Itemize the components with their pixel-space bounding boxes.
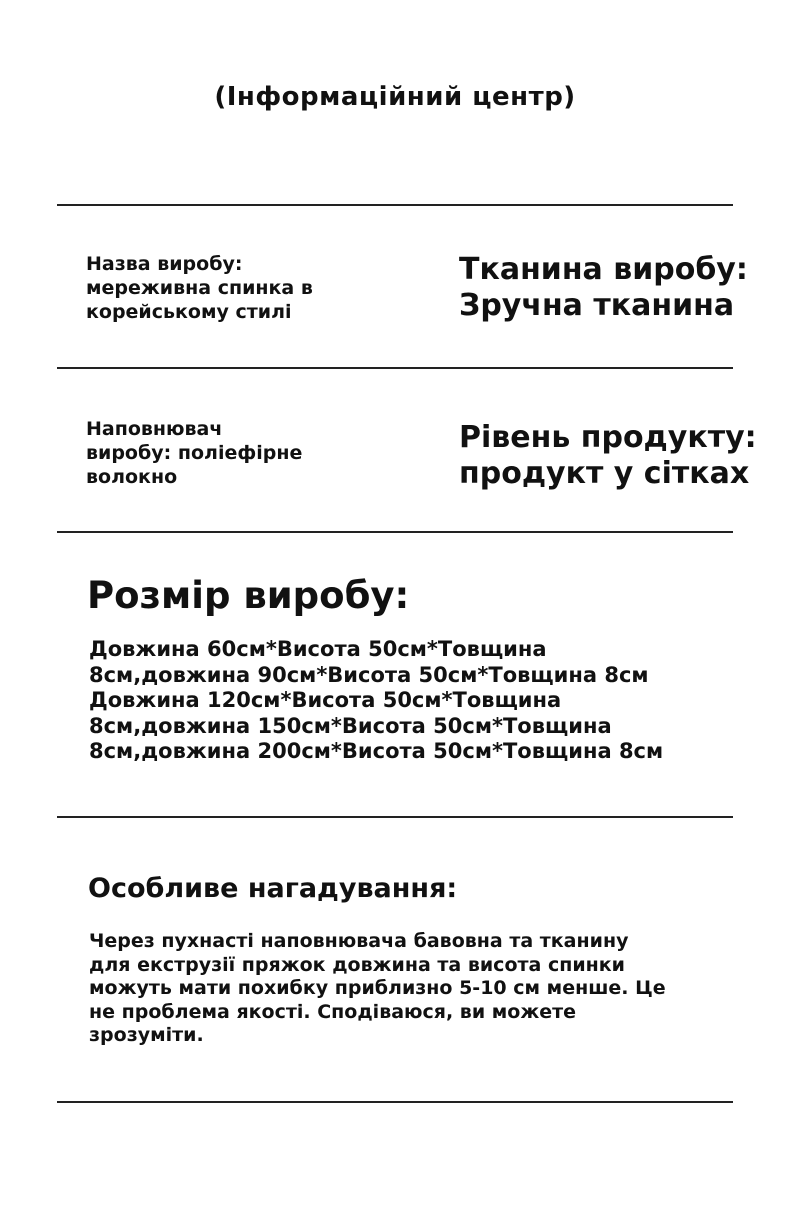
product-name-value: мереживна спинка в [86,277,313,299]
product-fabric-block [459,252,748,324]
reminder-line: можуть мати похибку приблизно 5-10 см менше. Це [89,977,666,999]
product-level-value: продукт у сітках [459,456,750,491]
size-line: 8см,довжина 200см*Висота 50см*Товщина 8см [89,739,664,763]
product-filler-value: волокно [86,466,178,488]
size-line: Довжина 60см*Висота 50см*Товщина [89,637,547,661]
divider [57,1101,733,1103]
size-list [89,637,663,765]
product-filler-label: Наповнювач [86,418,223,440]
reminder-heading: Особливе нагадування: [88,873,458,904]
reminder-line: зрозуміти. [89,1024,204,1046]
size-line: 8см,довжина 150см*Висота 50см*Товщина [89,713,612,738]
product-name-label: Назва виробу: [86,253,243,275]
product-filler-value: виробу: поліефірне [86,442,303,464]
product-name-value: корейському стилі [86,301,292,323]
reminder-line: Через пухнасті наповнювача бавовна та тканину [89,930,629,952]
product-fabric-label: Тканина виробу: [459,252,748,287]
product-level-label: Рівень продукту: [459,420,757,455]
divider [57,531,733,533]
reminder-text [89,930,666,1048]
size-line: Довжина 120см*Висота 50см*Товщина [89,688,562,712]
size-line: 8см,довжина 90см*Висота 50см*Товщина 8см [89,662,649,687]
divider [57,204,733,206]
reminder-line: для екструзії пряжок довжина та висота спинки [89,953,625,976]
product-fabric-value: Зручна тканина [459,288,735,323]
reminder-line: не проблема якості. Сподіваюся, ви можете [89,1000,577,1023]
page-title: (Інформаційний центр) [214,82,576,112]
divider [57,816,733,818]
product-level-block [459,420,757,492]
product-name-block [86,252,313,324]
divider [57,367,733,369]
size-heading: Розмір виробу: [87,574,410,617]
product-filler-block [86,417,302,489]
